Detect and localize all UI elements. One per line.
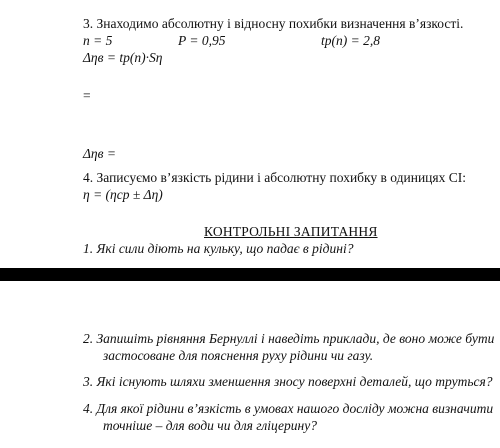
question-4-line2: точніше – для води чи для гліцерину? [103, 418, 317, 433]
t-value: tp(n) = 2,8 [321, 33, 380, 48]
result-formula: η = (ηср ± Δη) [83, 187, 163, 202]
page-divider [0, 268, 500, 281]
question-1: 1. Які сили діють на кульку, що падає в рідині? [83, 241, 354, 256]
question-3: 3. Які існують шляхи зменшення зносу поверхні деталей, що труться? [83, 374, 493, 389]
equals-sign: = [83, 88, 91, 103]
section-title: КОНТРОЛЬНІ ЗАПИТАННЯ [204, 224, 378, 239]
error-formula: Δηв = tp(n)·Sη [83, 50, 163, 65]
question-4-line1: 4. Для якої рідини в’язкість в умовах нашого досліду можна визначити [83, 401, 494, 416]
step3-heading: 3. Знаходимо абсолютну і відносну похибки визначення в’язкості. [83, 16, 464, 31]
question-2-line1: 2. Запишіть рівняння Бернуллі і наведіть приклади, де воно може бути [83, 331, 495, 346]
p-value: P = 0,95 [178, 33, 226, 48]
step4-heading: 4. Записуємо в’язкість рідини і абсолютну похибку в одиницях СІ: [83, 170, 466, 185]
delta-label: Δηв = [83, 146, 116, 161]
n-value: n = 5 [83, 33, 113, 48]
question-2-line2: застосоване для пояснення руху рідини чи газу. [103, 348, 374, 363]
